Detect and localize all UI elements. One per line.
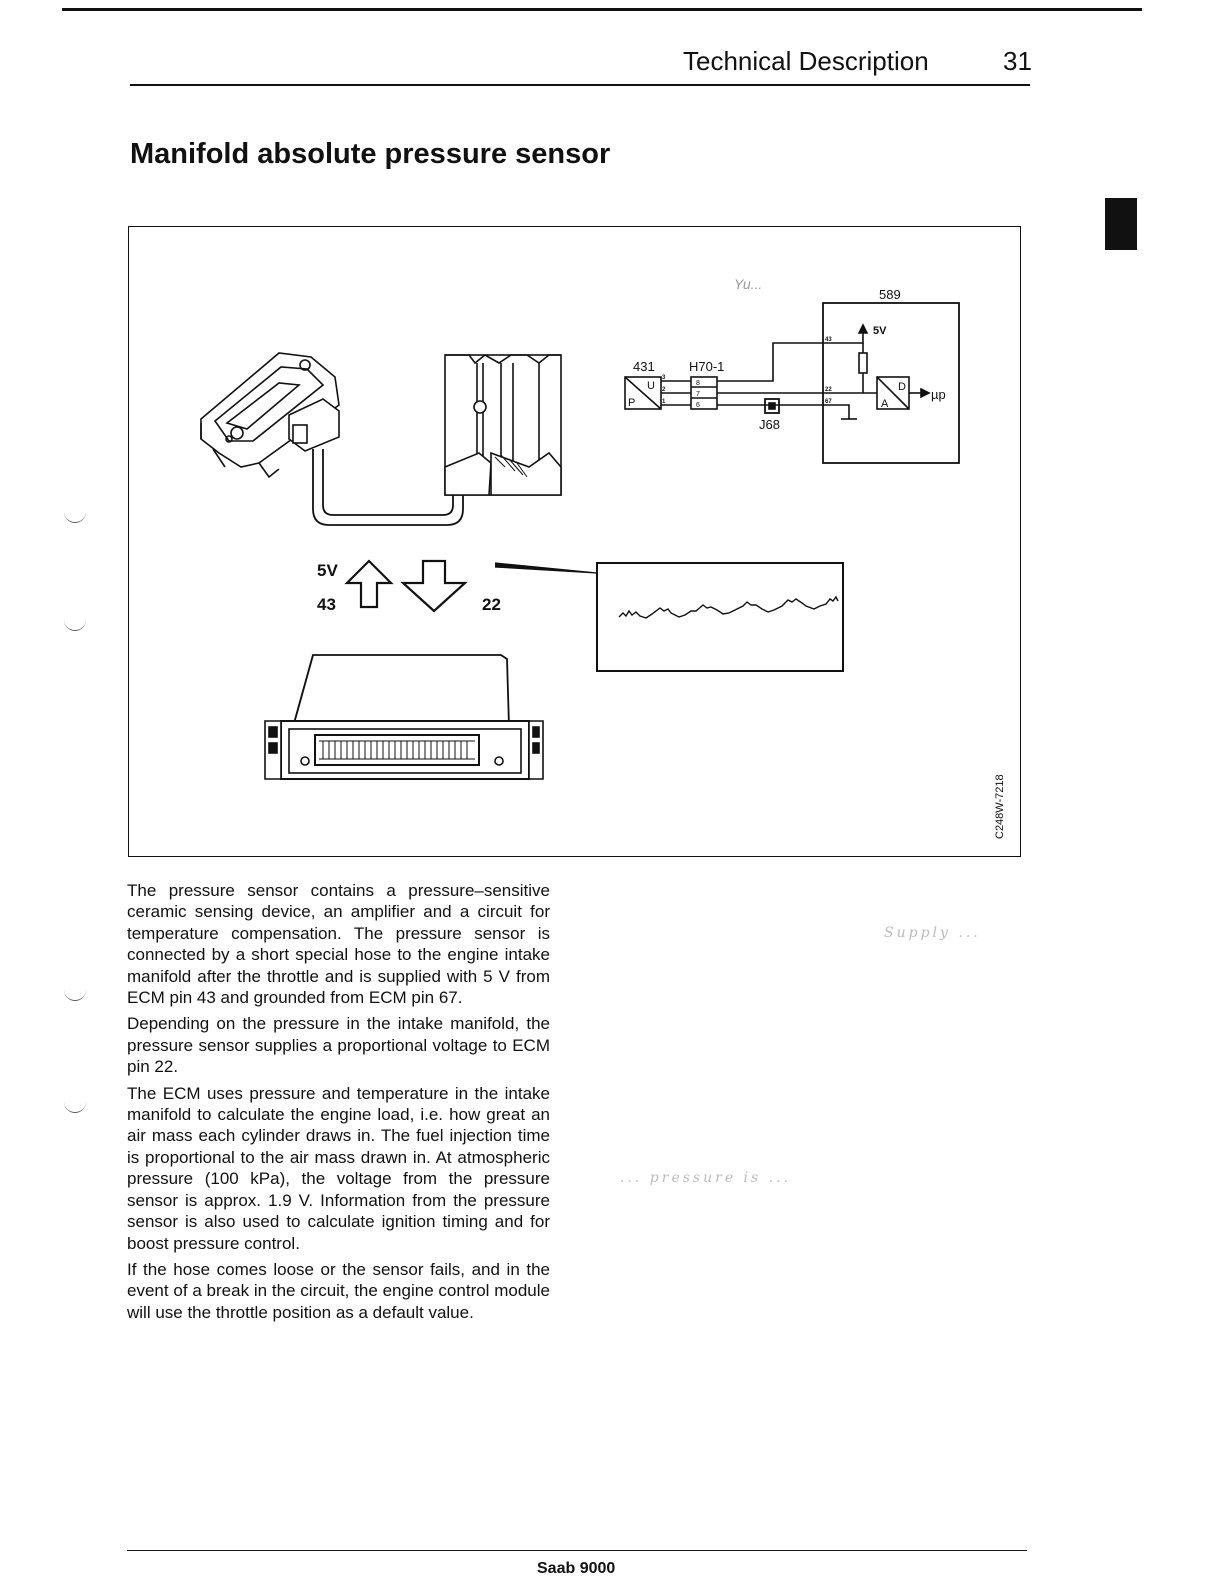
top-rule [62,8,1142,11]
sensor-p-label: P [628,397,636,409]
ecm-pin-label: 22 [825,387,832,393]
microprocessor-label: µp [931,387,946,402]
handwritten-margin-note: ... pressure is ... [620,1170,792,1186]
figure-code: C248W-7218 [994,774,1006,839]
adc-analog-label: A [881,398,889,410]
footer-rule [127,1550,1027,1551]
margin-mark [64,620,86,631]
signal-out-arrow [403,561,465,611]
connector-label: H70-1 [689,359,725,374]
handwritten-note: Yu... [734,276,763,292]
ground-point-label: J68 [759,417,780,432]
arrow-pin-out-label: 22 [482,595,501,614]
arrow-voltage-label: 5V [317,561,338,580]
sensor-u-label: U [647,380,655,392]
body-paragraph: The pressure sensor contains a pressure–sensitive ceramic sensing device, an amplifier and a circuit for temperature compensation. The pressure sensor is connected by a short special hose to the engine intake manifold after the throttle and is supplied with 5 V from ECM pin 43 and grounded from ECM pin 67. [127,881,550,1008]
signal-in-arrow [347,561,391,607]
connector-cell-label: 6 [696,402,700,409]
margin-mark [64,512,86,523]
margin-mark [64,1102,86,1113]
wiring-schematic [625,287,959,463]
body-paragraph: The ECM uses pressure and temperature in the intake manifold to calculate the engine load, i.e. how great an air mass each cylinder draws in. The fuel injection time is proportional to the air mass drawn in. At atmospheric pressure (100 kPa), the voltage from the pressure sensor is approx. 1.9 V. Information from the pressure sensor is also used to calculate ignition timing and for boost pressure control. [127,1083,550,1253]
intake-manifold-drawing [445,355,561,495]
supply-voltage-label: 5V [873,325,887,337]
page-title: Manifold absolute pressure sensor [130,138,611,170]
sensor-pin-label: 1 [662,399,666,405]
connector-cell-label: 7 [696,391,700,398]
voltage-scope-display [597,563,843,671]
ecm-component-label: 589 [879,287,901,302]
figure-frame [128,226,1021,857]
footer-title: Saab 9000 [537,1560,616,1577]
pressure-sensor-drawing [201,353,339,477]
ecm-pin-label: 67 [825,399,832,405]
connector-cell-label: 8 [696,380,700,387]
section-title: Technical Description [683,46,929,76]
header-rule [130,84,1030,86]
sensor-pin-label: 2 [662,387,666,393]
ecm-pin-label: 43 [825,337,832,343]
margin-mark [64,990,86,1001]
ecm-unit-drawing [265,655,543,779]
handwritten-margin-note: Supply ... [884,925,981,941]
body-paragraph: If the hose comes loose or the sensor fails, and in the event of a break in the circuit, the engine control module will use the throttle position as a default value. [127,1259,550,1322]
body-paragraph: Depending on the pressure in the intake manifold, the pressure sensor supplies a proportional voltage to ECM pin 22. [127,1014,550,1077]
body-text [127,880,550,1328]
sensor-pin-label: 3 [662,375,666,381]
figure-illustration [129,227,1022,858]
adc-digital-label: D [898,381,906,393]
arrow-pin-in-label: 43 [317,595,336,614]
edge-tab-marker [1105,198,1137,250]
vacuum-hose [313,449,463,525]
sensor-component-label: 431 [633,359,655,374]
page-number: 31 [1003,46,1032,76]
